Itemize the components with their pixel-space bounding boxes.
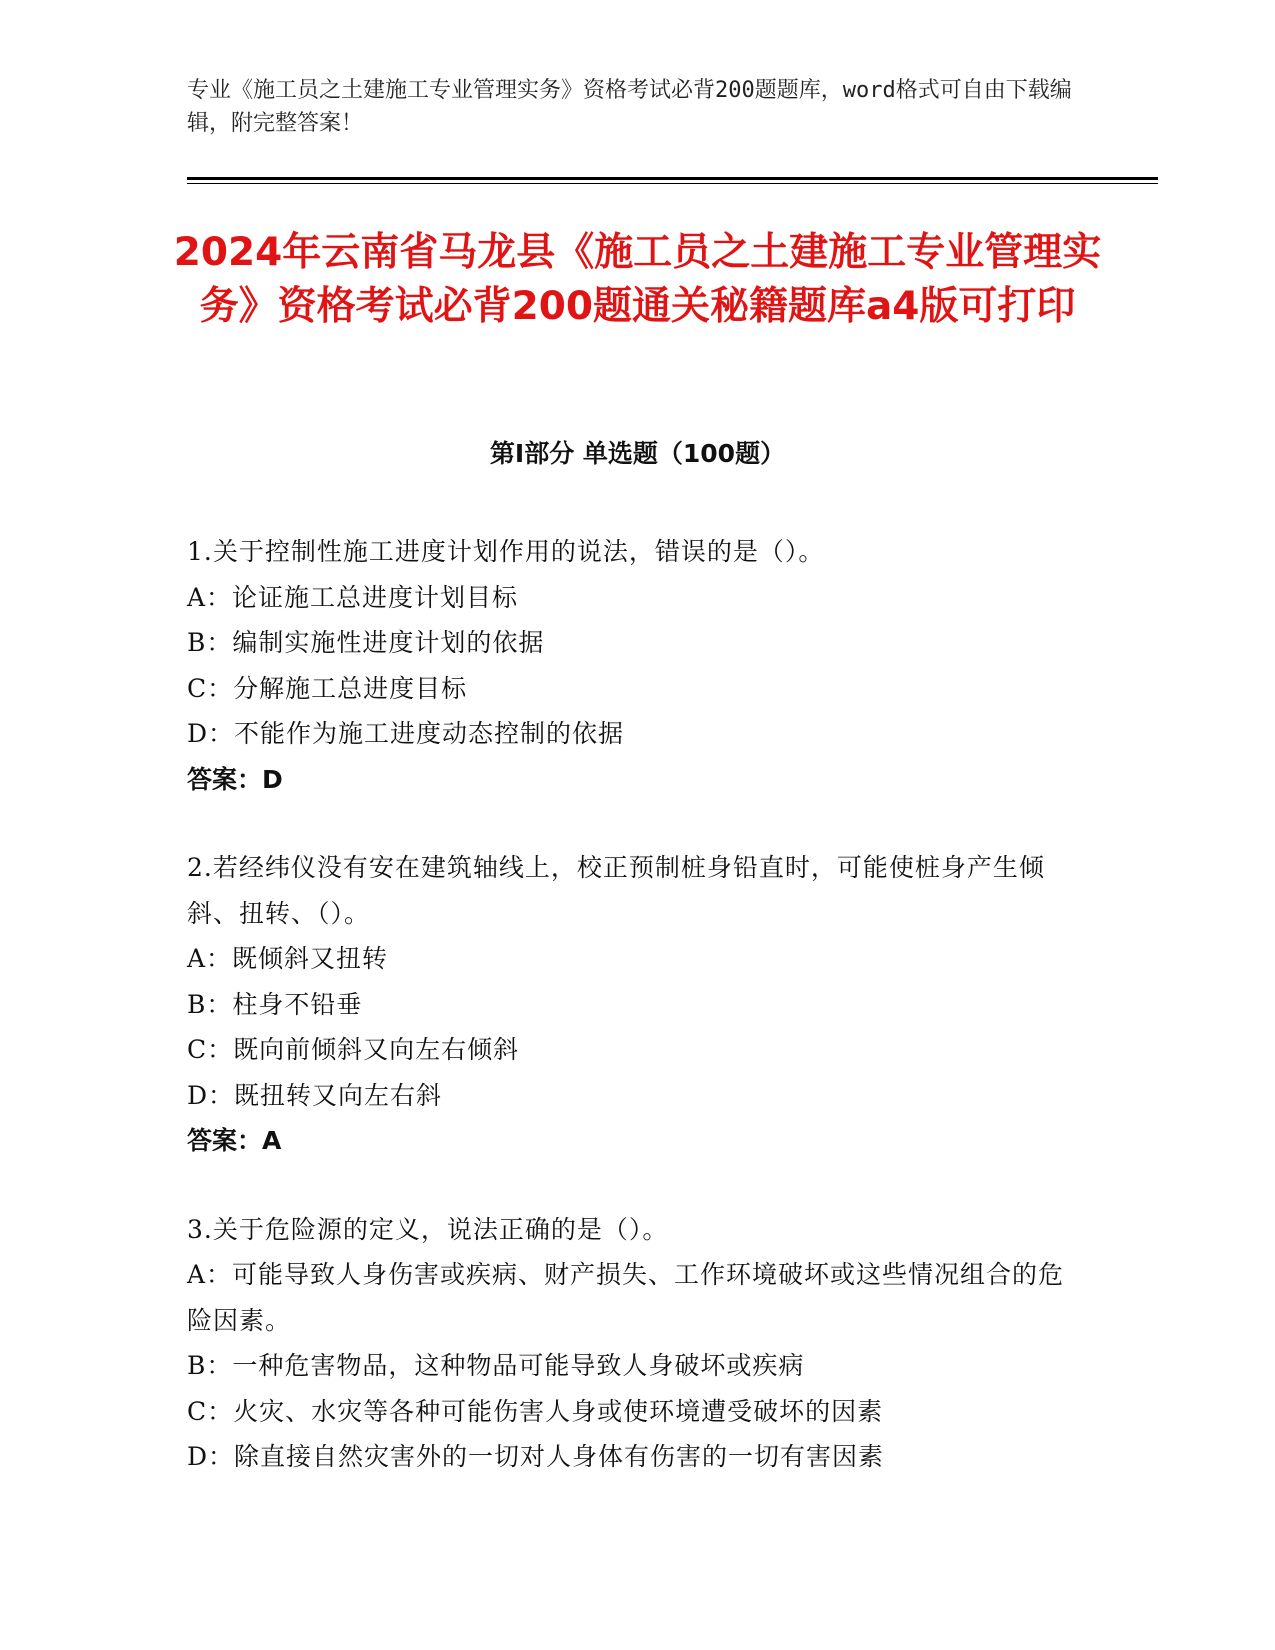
question-stem: 3.关于危险源的定义，说法正确的是（）。 bbox=[187, 1214, 669, 1244]
question-stem: 2.若经纬仪没有安在建筑轴线上，校正预制桩身铅直时，可能使桩身产生倾斜、扭转、（）。 bbox=[187, 853, 1045, 928]
question-3 bbox=[187, 1207, 1087, 1480]
option-b: B：一种危害物品，这种物品可能导致人身破坏或疾病 bbox=[187, 1351, 805, 1380]
question-stem: 1.关于控制性施工进度计划作用的说法，错误的是（）。 bbox=[187, 537, 825, 566]
option-d: D：既扭转又向左右斜 bbox=[187, 1080, 443, 1110]
option-c: C：分解施工总进度目标 bbox=[187, 673, 468, 703]
option-d: D：不能作为施工进度动态控制的依据 bbox=[187, 719, 625, 748]
answer: 答案：D bbox=[187, 764, 283, 794]
question-2 bbox=[187, 845, 1087, 1164]
option-d: D：除直接自然灾害外的一切对人身体有伤害的一切有害因素 bbox=[187, 1442, 885, 1471]
answer: 答案：A bbox=[187, 1126, 282, 1155]
document-title: 2024年云南省马龙县《施工员之土建施工专业管理实务》资格考试必背200题通关秘籍题库a4版可打印 bbox=[173, 230, 1102, 329]
header-rule-thick bbox=[187, 177, 1158, 180]
question-1 bbox=[187, 529, 1087, 802]
option-b: B：柱身不铅垂 bbox=[187, 989, 363, 1019]
option-a: A：既倾斜又扭转 bbox=[187, 944, 389, 973]
option-a: A：可能导致人身伤害或疾病、财产损失、工作环境破坏或这些情况组合的危险因素。 bbox=[187, 1260, 1065, 1335]
option-c: C：火灾、水灾等各种可能伤害人身或使环境遭受破坏的因素 bbox=[187, 1396, 884, 1426]
header-rule-thin bbox=[187, 183, 1158, 184]
header-note: 专业《施工员之土建施工专业管理实务》资格考试必背200题题库，word格式可自由下载编辑，附完整答案！ bbox=[187, 78, 1072, 136]
option-c: C：既向前倾斜又向左右倾斜 bbox=[187, 1035, 520, 1064]
question-list bbox=[187, 529, 1087, 1523]
option-b: B：编制实施性进度计划的依据 bbox=[187, 628, 545, 657]
option-a: A：论证施工总进度计划目标 bbox=[187, 582, 519, 612]
section-title: 第Ⅰ部分 单选题（100题） bbox=[489, 439, 786, 468]
